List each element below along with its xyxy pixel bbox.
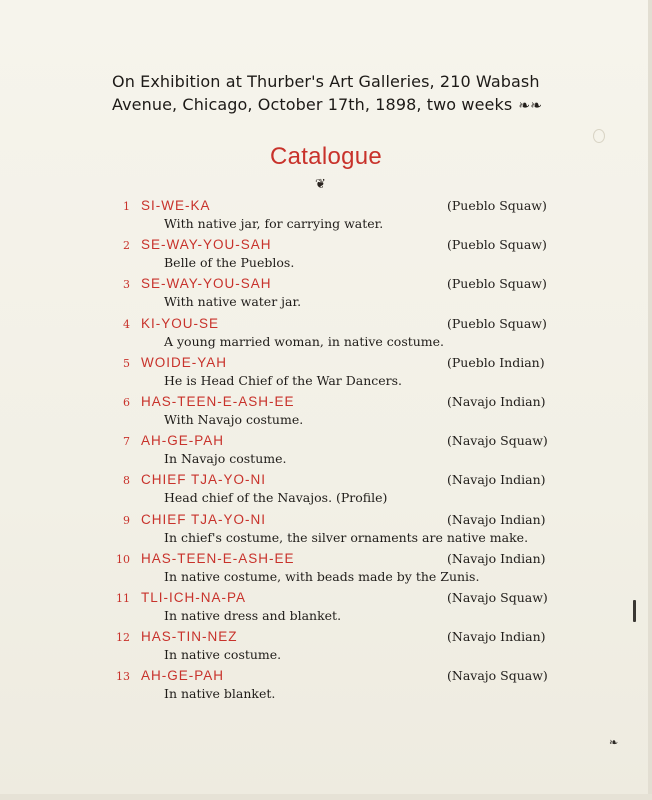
catalogue-entry [0,276,652,314]
entry-number: 8 [123,474,130,488]
entry-number: 1 [123,200,130,213]
entry-description: A young married woman, in native costume. [164,333,445,349]
entry-tribe: (Pueblo Squaw) [447,276,547,292]
fleuron-pair-icon: ❧❧ [518,98,542,114]
entry-description: Belle of the Pueblos. [164,255,295,271]
entry-description: With Navajo costume. [164,412,304,427]
entry-number: 6 [123,396,130,409]
entry-description: In chief's costume, the silver ornaments are native make. [164,529,529,545]
catalogue-entry [0,551,652,589]
entry-description: With native jar, for carrying water. [164,216,384,231]
entry-name: HAS-TEEN-E-ASH-EE [141,394,295,409]
entry-number: 5 [123,356,130,370]
entry-tribe: (Navajo Indian) [447,394,546,409]
page-title: Catalogue [269,143,383,170]
entry-description: Head chief of the Navajos. (Profile) [164,490,388,506]
catalogue-entry [0,472,652,510]
entry-number: 13 [116,670,130,684]
entry-description: In native costume, with beads made by the Zunis. [164,568,480,584]
catalogue-entry [0,512,652,550]
catalogue-entry [0,355,652,393]
entry-description: He is Head Chief of the War Dancers. [164,372,403,388]
entry-tribe: (Navajo Indian) [447,511,546,527]
entry-tribe: (Navajo Indian) [447,472,546,488]
entry-tribe: (Navajo Squaw) [447,668,548,684]
catalogue-entry [0,237,652,275]
paper-mark [593,129,605,143]
header-line-1: On Exhibition at Thurber's Art Galleries, 210 Wabash [112,72,540,91]
entry-number: 10 [116,552,130,566]
catalogue-entry [0,198,652,236]
entry-description: In native blanket. [164,686,276,702]
entry-number: 7 [123,435,130,449]
entry-name: WOIDE-YAH [141,354,227,370]
catalogue-entry [0,590,652,628]
entry-tribe: (Pueblo Squaw) [447,315,547,331]
catalogue-entry [0,433,652,471]
entry-number: 9 [123,513,130,527]
entry-tribe: (Navajo Squaw) [447,433,548,449]
entry-tribe: (Navajo Indian) [447,629,546,645]
entry-tribe: (Pueblo Indian) [447,354,545,370]
entry-name: KI-YOU-SE [141,315,220,331]
entry-name: TLI-ICH-NA-PA [141,590,247,605]
entry-description: In native dress and blanket. [164,608,342,623]
catalogue-entry [0,629,652,667]
entry-name: SI-WE-KA [141,198,211,213]
entry-name: SE-WAY-YOU-SAH [141,276,272,292]
entry-description: With native water jar. [164,294,302,310]
catalogue-entry [0,668,652,706]
catalogue-entry [0,394,652,432]
exhibition-header [112,70,572,118]
entry-number: 11 [116,592,130,605]
catalogue-entry [0,316,652,354]
entry-number: 4 [123,317,130,331]
entry-name: AH-GE-PAH [141,433,225,449]
entry-number: 3 [123,278,130,292]
entry-name: CHIEF TJA-YO-NI [141,511,267,527]
entry-tribe: (Pueblo Squaw) [447,237,547,253]
entry-name: AH-GE-PAH [141,668,225,684]
entry-tribe: (Navajo Indian) [447,550,546,566]
entry-tribe: (Navajo Squaw) [447,590,548,605]
fleuron-icon: ❦ [315,177,326,192]
entry-name: SE-WAY-YOU-SAH [141,237,272,253]
entry-number: 12 [116,631,130,645]
page-edge-bottom [0,794,652,800]
entry-description: In native costume. [164,647,282,663]
corner-mark: ❧ [609,736,619,749]
entry-name: HAS-TEEN-E-ASH-EE [141,550,295,566]
entry-number: 2 [123,239,130,253]
entry-tribe: (Pueblo Squaw) [447,198,547,213]
entry-name: HAS-TIN-NEZ [141,629,238,645]
entry-name: CHIEF TJA-YO-NI [141,472,267,488]
entry-description: In Navajo costume. [164,451,287,467]
header-line-2: Avenue, Chicago, October 17th, 1898, two weeks ❧❧ [112,95,542,114]
